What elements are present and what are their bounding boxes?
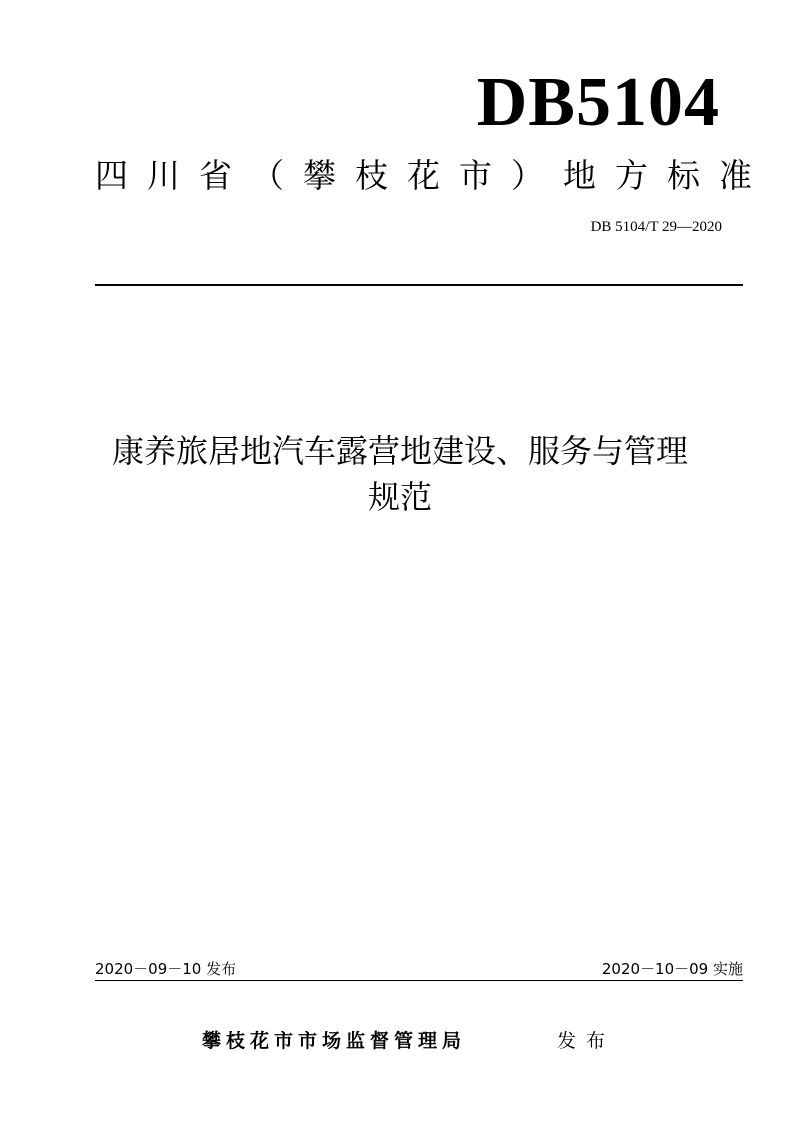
date-row: [95, 958, 743, 981]
header-divider: [95, 284, 743, 286]
release-date: 2020－09－10 发布: [95, 960, 237, 978]
implementation-date: 2020－10－09 实施: [601, 960, 743, 978]
title-line-1: 康养旅居地汽车露营地建设、服务与管理: [111, 432, 688, 470]
standard-number: DB 5104/T 29—2020: [590, 219, 722, 235]
standard-type-heading: 四川省（攀枝花市）地方标准: [95, 156, 771, 195]
issuing-authority: 攀枝花市市场监督管理局: [202, 1030, 467, 1052]
standard-code: DB5104: [476, 64, 720, 141]
title-line-2: 规范: [367, 478, 432, 516]
publish-label: 发布: [557, 1030, 616, 1052]
document-title: [60, 428, 740, 520]
